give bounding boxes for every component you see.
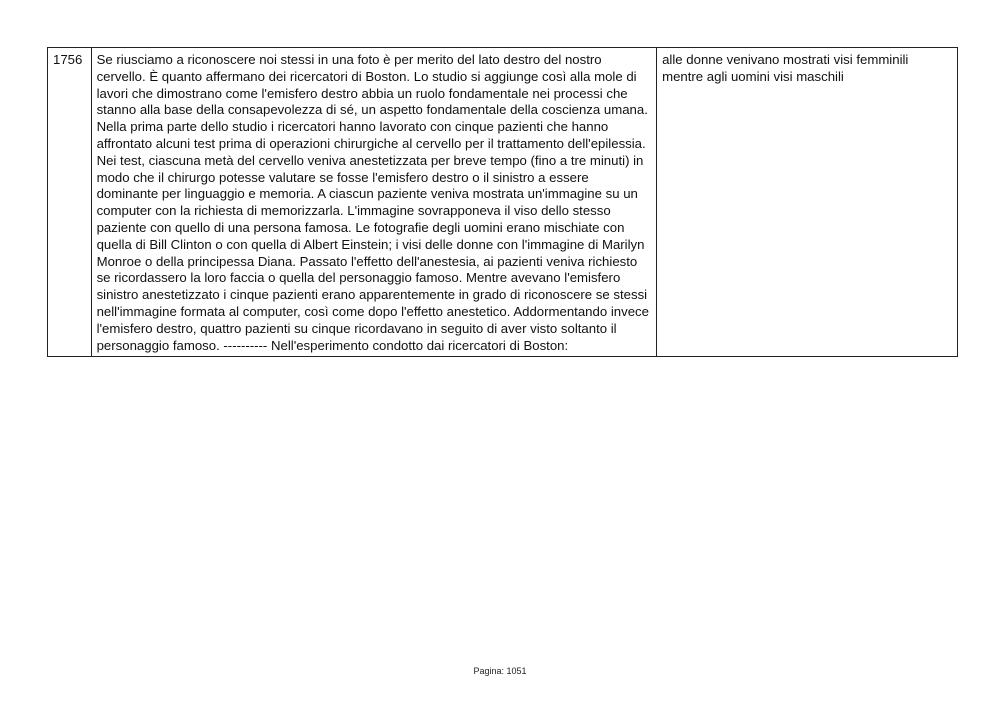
answer-cell: alle donne venivano mostrati visi femminili mentre agli uomini visi maschili: [657, 48, 958, 357]
question-table: [47, 47, 958, 357]
question-text-cell: Se riusciamo a riconoscere noi stessi in una foto è per merito del lato destro del nostro cervello. È quanto affermano dei ricercatori di Boston. Lo studio si aggiunge così alla mole di lavori che dimostrano come l'emisfero destro abbia un ruolo fondamentale nei processi che stanno alla base della consapevolezza di sé, un aspetto fondamentale della coscienza umana. Nella prima parte dello studio i ricercatori hanno lavorato con cinque pazienti che hanno affrontato alcuni test prima di operazioni chirurgiche al cervello per il trattamento dell'epilessia. Nei test, ciascuna metà del cervello veniva anestetizzata per breve tempo (fino a tre minuti) in modo che il chirurgo potesse valutare se fosse l'emisfero destro o il sinistro a essere dominante per linguaggio e memoria. A ciascun paziente veniva mostrata un'immagine su un computer con la richiesta di memorizzarla. L'immagine sovrapponeva il viso dello stesso paziente con quello di una persona famosa. Le fotografie degli uomini erano mischiate con quella di Bill Clinton o con quella di Albert Einstein; i visi delle donne con l'immagine di Marilyn Monroe o della principessa Diana. Passato l'effetto dell'anestesia, ai pazienti veniva richiesto se ricordassero la loro faccia o quella del personaggio famoso. Mentre avevano l'emisfero sinistro anestetizzato i cinque pazienti erano apparentemente in grado di riconoscere se stessi nell'immagine formata al computer, così come dopo l'effetto anestetico. Addormentando invece l'emisfero destro, quattro pazienti su cinque ricordavano in seguito di aver visto soltanto il personaggio famoso. ---------- Nell'esperimento condotto dai ricercatori di Boston:: [91, 48, 657, 357]
question-id-cell: 1756: [48, 48, 92, 357]
page-number: Pagina: 1051: [473, 666, 527, 676]
table-row: [48, 48, 958, 357]
